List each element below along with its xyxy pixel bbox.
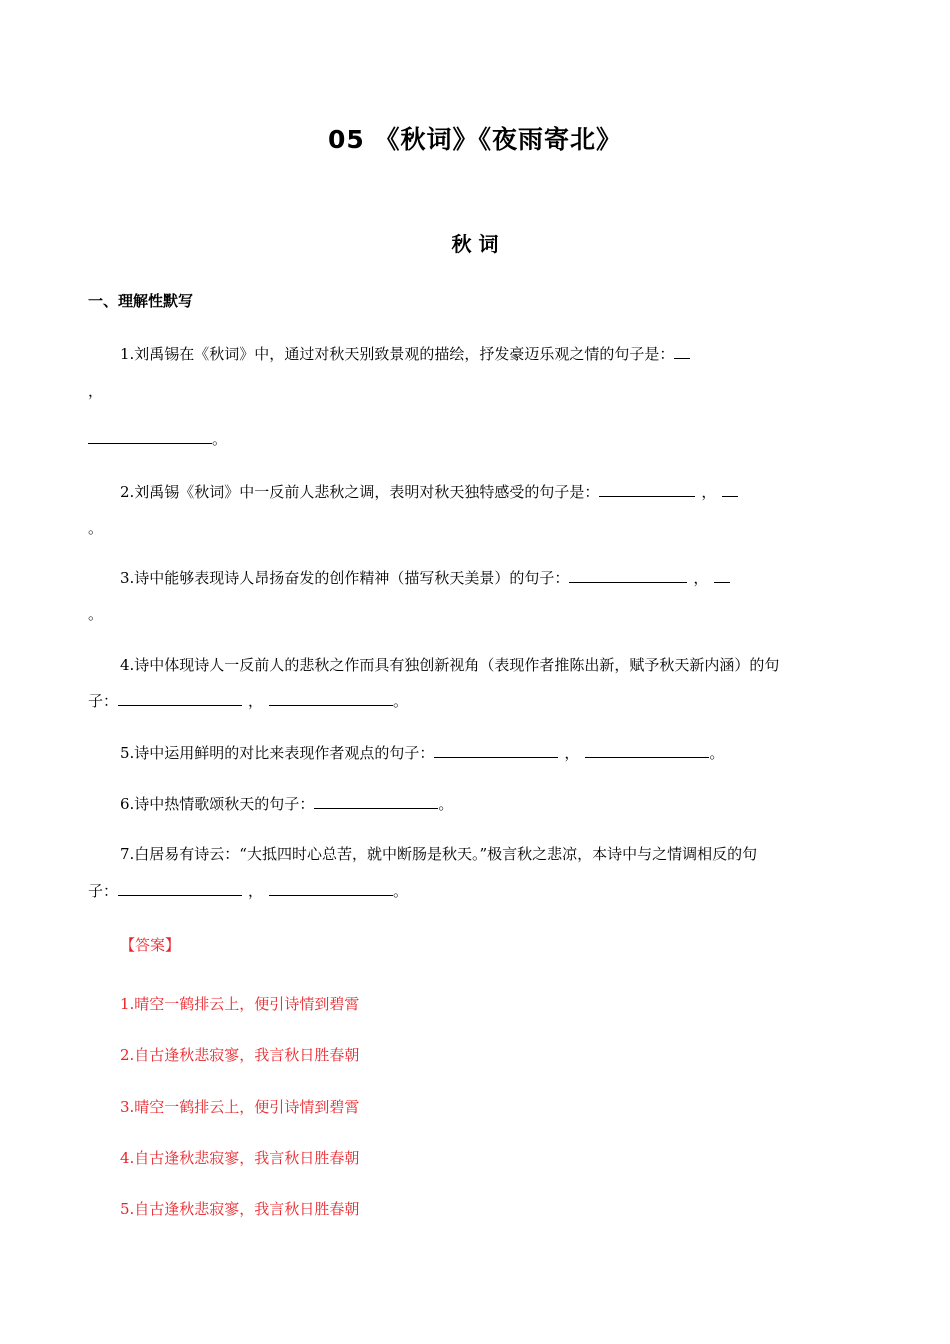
question-7: [120, 844, 757, 864]
question-2: [120, 481, 738, 502]
question-6: [120, 793, 453, 814]
question-1: [120, 343, 690, 364]
question-3-text: 3.诗中能够表现诗人昂扬奋发的创作精神（描写秋天美景）的句子：: [120, 569, 570, 587]
answer-blank[interactable]: [714, 567, 730, 583]
question-5-text: 5.诗中运用鲜明的对比来表现作者观点的句子：: [120, 744, 435, 762]
question-3-line2: [88, 604, 103, 624]
section-heading: 一、理解性默写: [88, 292, 194, 310]
answer-label: 【答案】: [120, 936, 181, 954]
question-1-line2: [88, 381, 103, 401]
prefix: 子：: [88, 882, 119, 900]
answer-item: 5.自古逢秋悲寂寥，我言秋日胜春朝: [120, 1200, 360, 1218]
answer-blank[interactable]: [118, 690, 242, 706]
period: 。: [88, 605, 104, 623]
answer-item: 2.自古逢秋悲寂寥，我言秋日胜春朝: [120, 1046, 360, 1064]
answer-blank[interactable]: [314, 793, 438, 809]
answer-item: 1.晴空一鹤排云上，便引诗情到碧霄: [120, 995, 360, 1013]
question-2-line2: [88, 518, 103, 538]
question-6-text: 6.诗中热情歌颂秋天的句子：: [120, 795, 315, 813]
question-1-text: 1.刘禹锡在《秋词》中，通过对秋天别致景观的描绘，抒发豪迈乐观之情的句子是：: [120, 345, 675, 363]
question-4-line2: [88, 690, 408, 711]
question-4-text: 4.诗中体现诗人一反前人的悲秋之作而具有独创新视角（表现作者推陈出新，赋予秋天新内涵）的句: [120, 656, 780, 674]
answer-blank[interactable]: [599, 481, 695, 497]
page-title: 05 《秋词》《夜雨寄北》: [328, 125, 622, 154]
answer-item: 4.自古逢秋悲寂寥，我言秋日胜春朝: [120, 1149, 360, 1167]
prefix: 子：: [88, 692, 119, 710]
comma: ，: [88, 382, 104, 400]
comma: ，: [693, 569, 709, 587]
comma: ，: [564, 744, 580, 762]
answer-item: 3.晴空一鹤排云上，便引诗情到碧霄: [120, 1098, 360, 1116]
question-1-line3: [88, 428, 227, 449]
period: 。: [438, 795, 454, 813]
comma: ，: [701, 483, 717, 501]
answer-blank[interactable]: [434, 742, 558, 758]
comma: ，: [248, 882, 264, 900]
answer-blank[interactable]: [585, 742, 709, 758]
question-5: [120, 742, 724, 763]
question-2-text: 2.刘禹锡《秋词》中一反前人悲秋之调，表明对秋天独特感受的句子是：: [120, 483, 600, 501]
answer-blank[interactable]: [269, 690, 393, 706]
comma: ，: [248, 692, 264, 710]
answer-blank[interactable]: [674, 343, 690, 359]
question-3: [120, 567, 730, 588]
period: 。: [709, 744, 725, 762]
question-7-text: 7.白居易有诗云：“大抵四时心总苦，就中断肠是秋天。”极言秋之悲凉，本诗中与之情调相反的句: [120, 845, 758, 863]
period: 。: [393, 692, 409, 710]
answer-blank[interactable]: [722, 481, 738, 497]
period: 。: [393, 882, 409, 900]
answer-blank[interactable]: [569, 567, 687, 583]
period: 。: [88, 519, 104, 537]
answer-blank[interactable]: [88, 428, 212, 444]
answer-blank[interactable]: [118, 880, 242, 896]
answer-blank[interactable]: [269, 880, 393, 896]
question-7-line2: [88, 880, 408, 901]
poem-title: 秋 词: [451, 232, 499, 256]
question-4: [120, 655, 779, 675]
period: 。: [212, 430, 228, 448]
